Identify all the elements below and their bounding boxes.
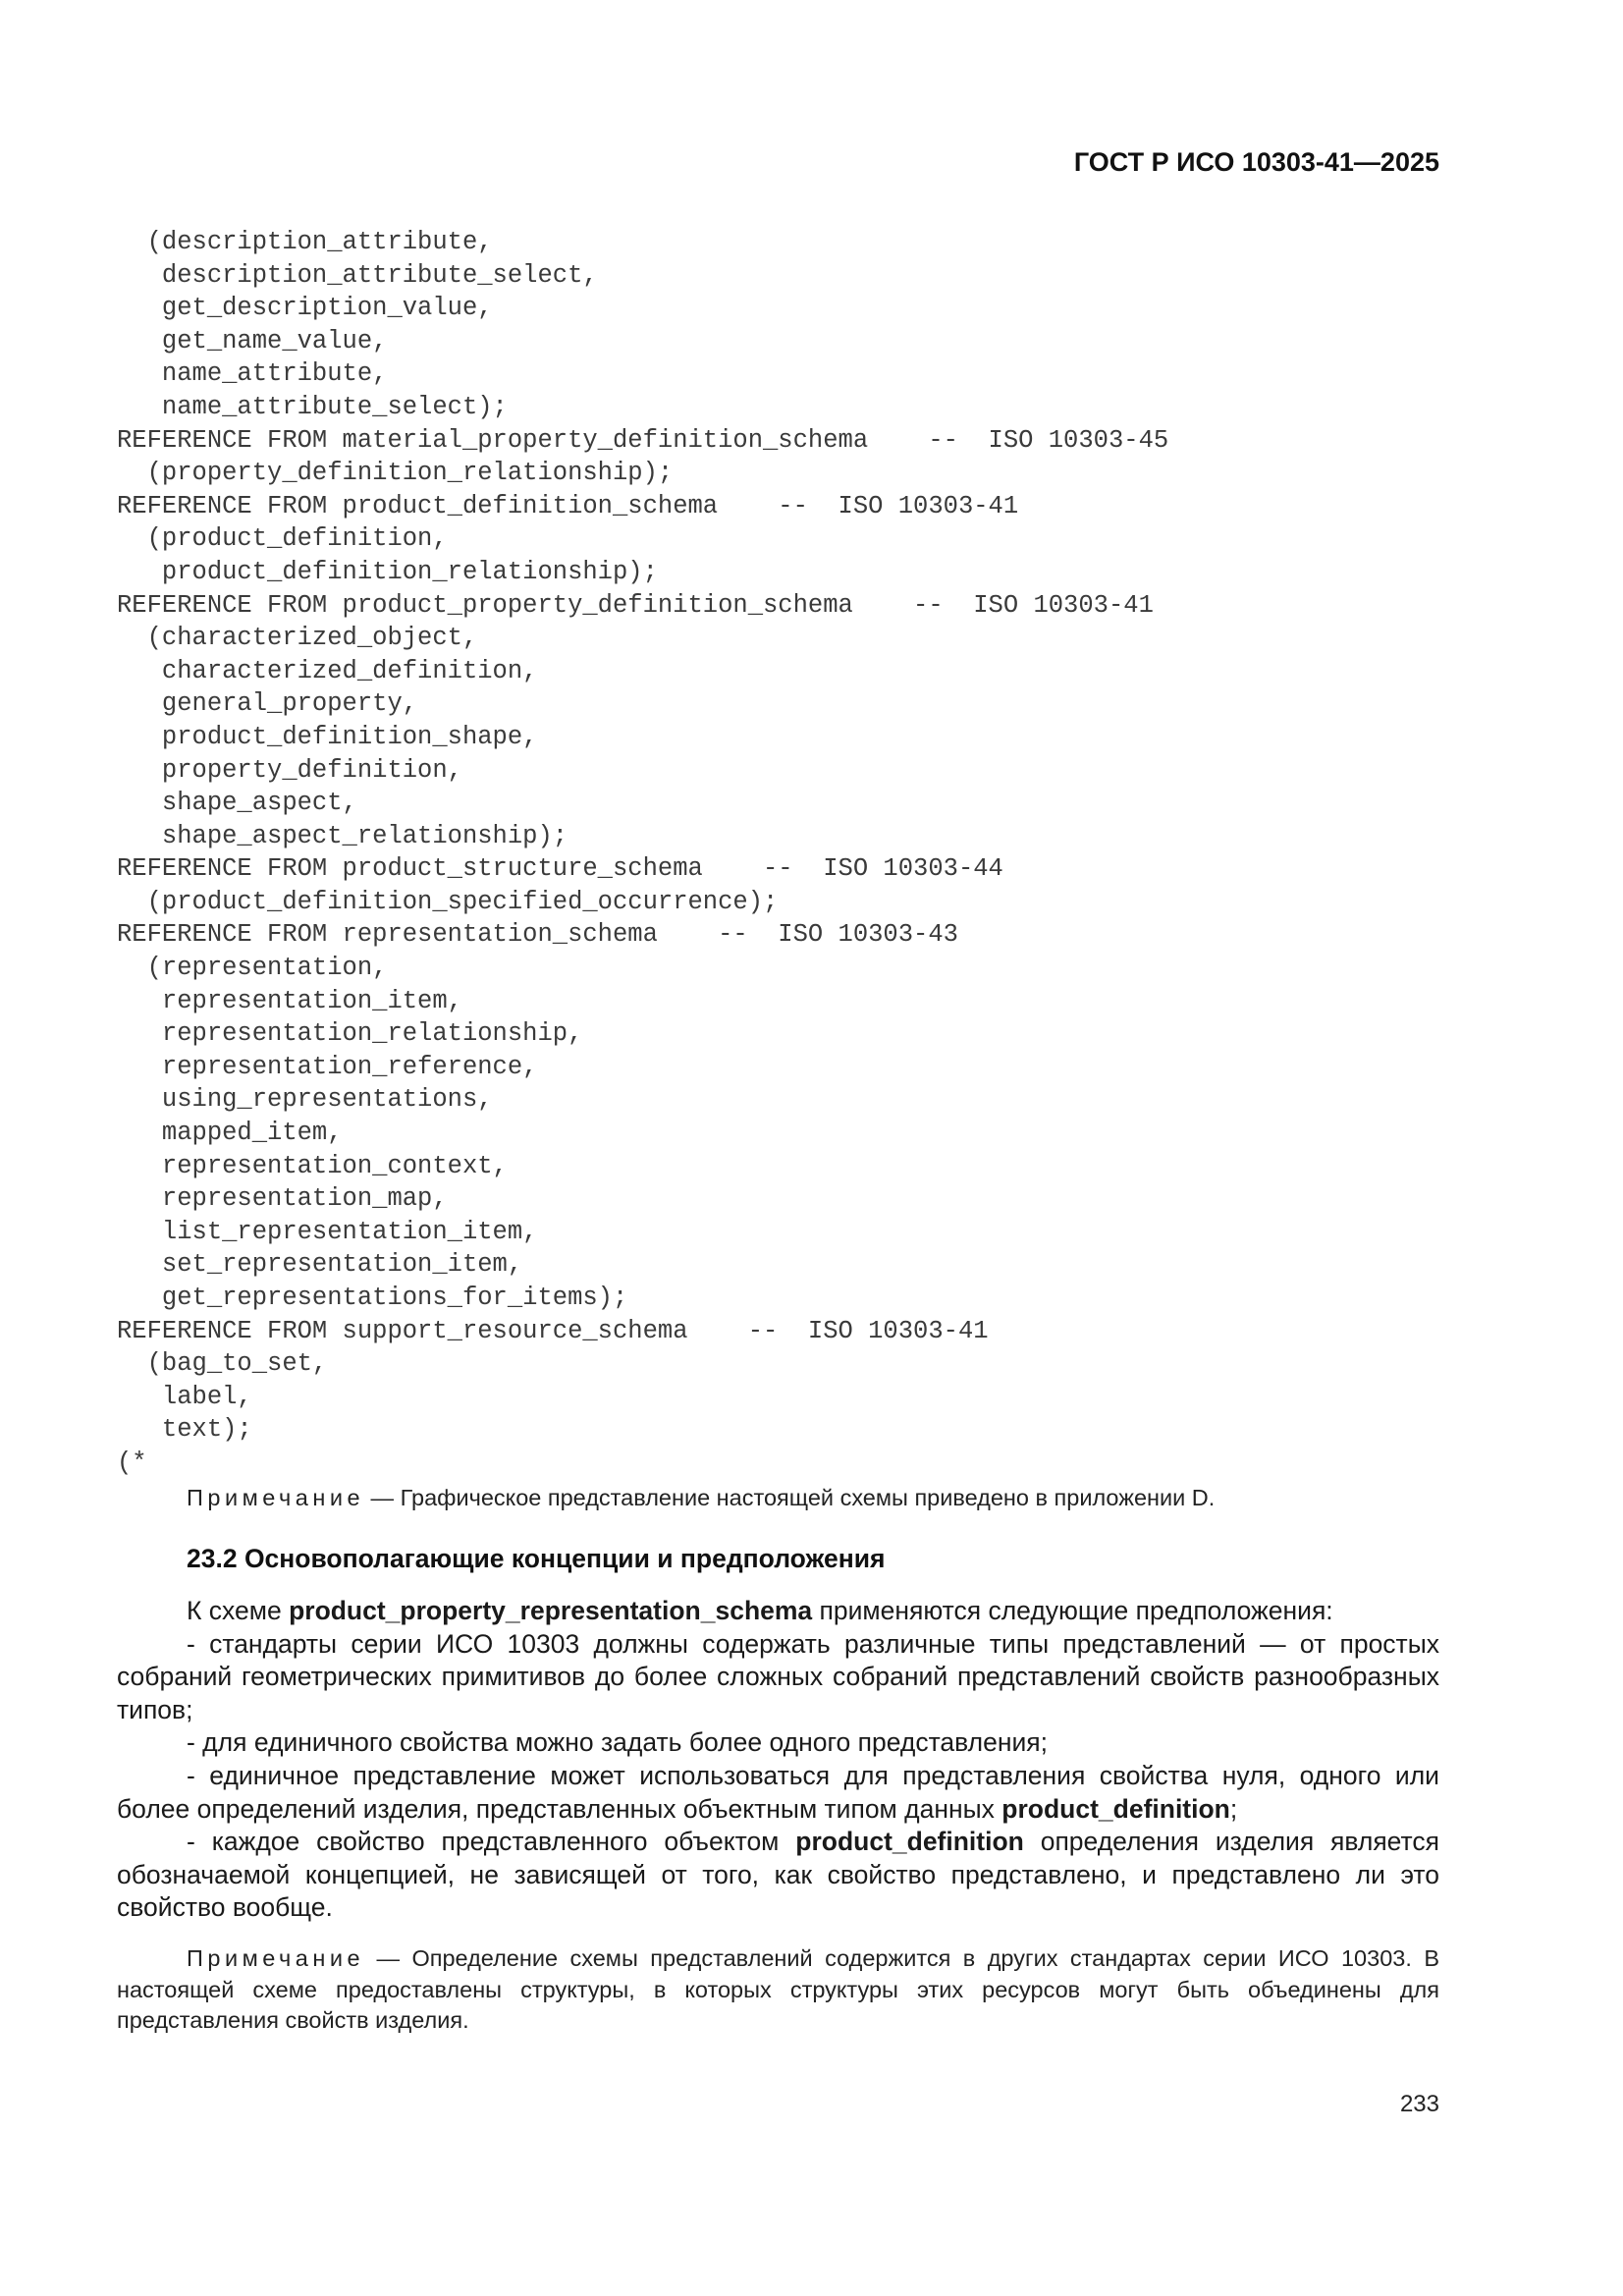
paragraph-intro: К схеме product_property_representation_schema применяются следующие предположения: xyxy=(187,1596,1333,1625)
paragraph-assumption-1: - стандарты серии ИСО 10303 должны содержать различные типы представлений — от простых собраний геометрических примитивов до более сложных собраний представлений свойств разнообразных типов; xyxy=(117,1628,1439,1724)
document-header: ГОСТ Р ИСО 10303-41—2025 xyxy=(1073,147,1439,177)
code-line: shape_aspect_relationship); xyxy=(117,821,568,850)
code-line: REFERENCE FROM product_structure_schema -- ISO 10303-44 xyxy=(117,854,1003,884)
code-line: REFERENCE FROM product_definition_schema -- ISO 10303-41 xyxy=(117,491,1019,520)
code-line: (product_definition, xyxy=(117,524,448,554)
code-line: set_representation_item, xyxy=(117,1250,523,1280)
code-line: label, xyxy=(117,1382,252,1411)
code-line: mapped_item, xyxy=(117,1119,343,1148)
code-line: property_definition, xyxy=(117,755,462,785)
code-line: description_attribute_select, xyxy=(117,260,598,290)
note-representation-schema xyxy=(117,1943,1439,2037)
section-title: 23.2 Основополагающие концепции и предположения xyxy=(187,1544,886,1573)
code-line: representation_reference, xyxy=(117,1052,538,1081)
page-number: 233 xyxy=(1399,2091,1439,2117)
code-line: REFERENCE FROM representation_schema -- ISO 10303-43 xyxy=(117,920,958,950)
code-line: (product_definition_specified_occurrence); xyxy=(117,887,779,916)
code-line: representation_relationship, xyxy=(117,1019,583,1049)
code-line: text); xyxy=(117,1415,252,1445)
section-body xyxy=(117,1595,1439,1925)
code-line: characterized_definition, xyxy=(117,656,538,685)
paragraph-assumption-3: - единичное представление может использоваться для представления свойства нуля, одного или более определений изделия, представленных объектным типом данных product_definition; xyxy=(117,1760,1439,1824)
express-code-block xyxy=(117,226,1168,1480)
code-line: (bag_to_set, xyxy=(117,1349,328,1379)
paragraph-assumption-2: - для единичного свойства можно задать более одного представления; xyxy=(187,1727,1048,1758)
code-line: REFERENCE FROM support_resource_schema -- ISO 10303-41 xyxy=(117,1316,989,1345)
code-line: (representation, xyxy=(117,954,388,983)
code-line: (property_definition_relationship); xyxy=(117,459,674,488)
code-line: REFERENCE FROM material_property_definition_schema -- ISO 10303-45 xyxy=(117,425,1169,455)
entity-name: product_definition xyxy=(795,1827,1024,1857)
code-line: (characterized_object, xyxy=(117,624,478,653)
code-line: general_property, xyxy=(117,689,418,719)
code-line: representation_item, xyxy=(117,986,462,1015)
code-line: product_definition_relationship); xyxy=(117,557,658,586)
code-line: representation_map, xyxy=(117,1184,448,1214)
code-line: name_attribute_select); xyxy=(117,392,508,421)
code-line: get_name_value, xyxy=(117,326,388,355)
schema-name: product_property_representation_schema xyxy=(289,1596,813,1625)
code-line: (* xyxy=(117,1448,147,1477)
paragraph-assumption-4: - каждое свойство представленного объектом product_definition определения изделия является обозначаемой концепцией, не зависящей от того, как свойство представлено, и представлено ли это свойство вообще. xyxy=(117,1827,1439,1923)
note-text: — Определение схемы представлений содержится в других стандартах серии ИСО 10303. В настоящей схеме предоставлены структуры, в которых структуры этих ресурсов могут быть объединены для представления свойств изделия. xyxy=(117,1945,1439,2033)
code-line: representation_context, xyxy=(117,1151,508,1180)
code-line: get_description_value, xyxy=(117,294,493,323)
code-line: (description_attribute, xyxy=(117,228,493,256)
note-text: — Графическое представление настоящей схемы приведено в приложении D. xyxy=(364,1485,1216,1510)
note-label: Примечание xyxy=(187,1485,365,1510)
code-line: product_definition_shape, xyxy=(117,722,538,751)
code-line: get_representations_for_items); xyxy=(117,1284,628,1312)
code-line: name_attribute, xyxy=(117,359,388,389)
entity-name: product_definition xyxy=(1001,1793,1230,1824)
code-line: REFERENCE FROM product_property_definition_schema -- ISO 10303-41 xyxy=(117,590,1154,620)
note-label: Примечание xyxy=(187,1945,365,1971)
code-line: using_representations, xyxy=(117,1085,493,1115)
note-graphical-representation xyxy=(187,1485,1215,1511)
code-line: shape_aspect, xyxy=(117,789,357,818)
code-line: list_representation_item, xyxy=(117,1217,538,1246)
